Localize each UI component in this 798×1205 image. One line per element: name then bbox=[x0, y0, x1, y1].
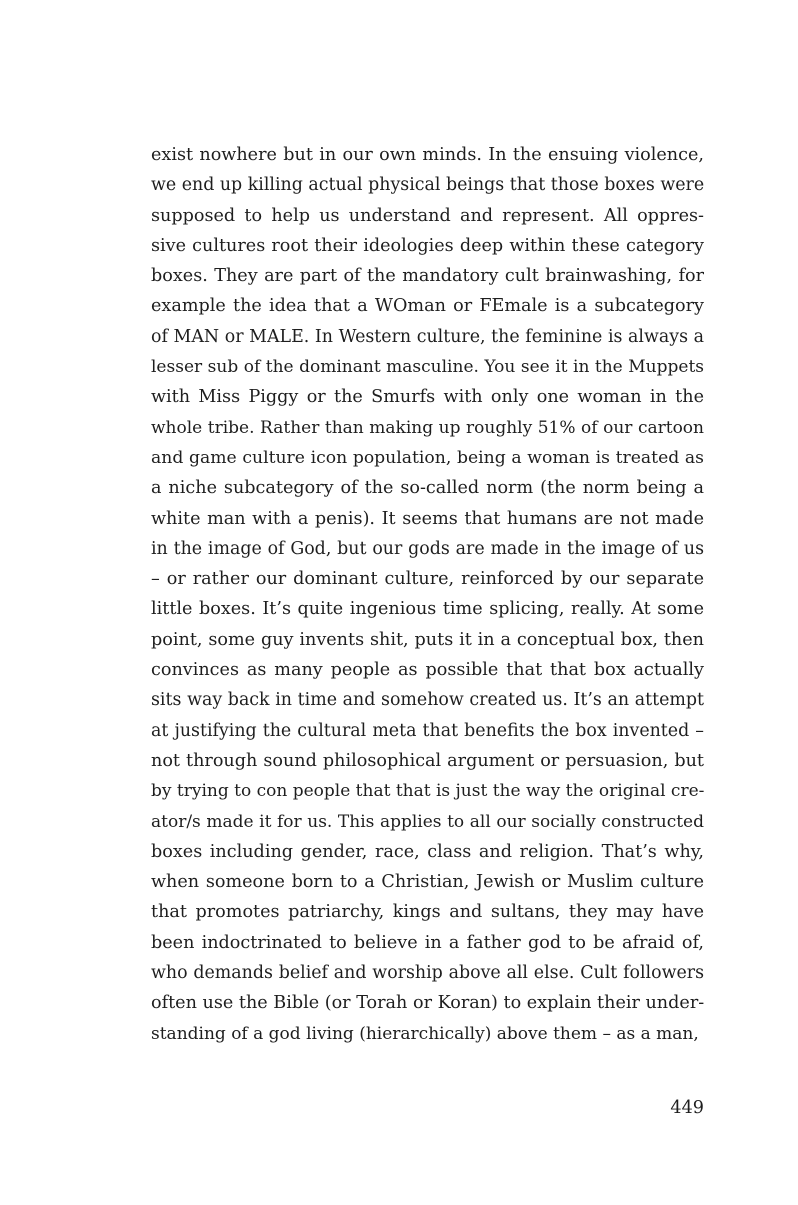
text-line: standing of a god living (hierarchically) above them – as a man, bbox=[151, 1023, 699, 1044]
body-text bbox=[151, 140, 704, 1049]
text-line: convinces as many people as possible that that box actually bbox=[151, 660, 704, 681]
text-line: at justifying the cultural meta that benefits the box invented – bbox=[151, 720, 704, 741]
text-line: that promotes patriarchy, kings and sultans, they may have bbox=[151, 902, 704, 923]
text-line: whole tribe. Rather than making up roughly 51% of our cartoon bbox=[151, 417, 704, 438]
page-number: 449 bbox=[670, 1098, 704, 1118]
text-line: by trying to con people that that is just the way the original cre- bbox=[151, 781, 704, 802]
text-line: lesser sub of the dominant masculine. You see it in the Muppets bbox=[151, 357, 704, 378]
text-line: exist nowhere but in our own minds. In the ensuing violence, bbox=[151, 145, 704, 165]
text-line: boxes including gender, race, class and religion. That’s why, bbox=[151, 841, 704, 862]
text-line: in the image of God, but our gods are made in the image of us bbox=[151, 538, 704, 559]
text-line: often use the Bible (or Torah or Koran) to explain their under- bbox=[151, 993, 704, 1014]
text-line: and game culture icon population, being a woman is treated as bbox=[151, 447, 704, 468]
text-line: who demands belief and worship above all else. Cult followers bbox=[151, 963, 704, 984]
text-line: not through sound philosophical argument or persuasion, but bbox=[151, 750, 704, 771]
text-line: white man with a penis). It seems that humans are not made bbox=[151, 508, 704, 529]
text-line: we end up killing actual physical beings that those boxes were bbox=[151, 175, 704, 196]
text-line: – or rather our dominant culture, reinforced by our separate bbox=[151, 569, 704, 590]
text-line: boxes. They are part of the mandatory cult brainwashing, for bbox=[151, 266, 704, 287]
text-line: sive cultures root their ideologies deep within these category bbox=[151, 235, 704, 256]
text-line: a niche subcategory of the so-called norm (the norm being a bbox=[151, 478, 704, 499]
text-line: sits way back in time and somehow created us. It’s an attempt bbox=[151, 690, 704, 711]
text-line: when someone born to a Christian, Jewish or Muslim culture bbox=[151, 872, 704, 893]
text-line: supposed to help us understand and represent. All oppres- bbox=[151, 205, 704, 226]
text-line: with Miss Piggy or the Smurfs with only one woman in the bbox=[151, 387, 704, 408]
text-line: point, some guy invents shit, puts it in a conceptual box, then bbox=[151, 629, 704, 650]
text-line: little boxes. It’s quite ingenious time splicing, really. At some bbox=[151, 599, 704, 620]
text-line: been indoctrinated to believe in a father god to be afraid of, bbox=[151, 932, 704, 953]
text-line: of MAN or MALE. In Western culture, the feminine is always a bbox=[151, 326, 704, 347]
text-line: example the idea that a WOman or FEmale is a subcategory bbox=[151, 296, 704, 317]
text-line: ator/s made it for us. This applies to all our socially constructed bbox=[151, 811, 704, 832]
